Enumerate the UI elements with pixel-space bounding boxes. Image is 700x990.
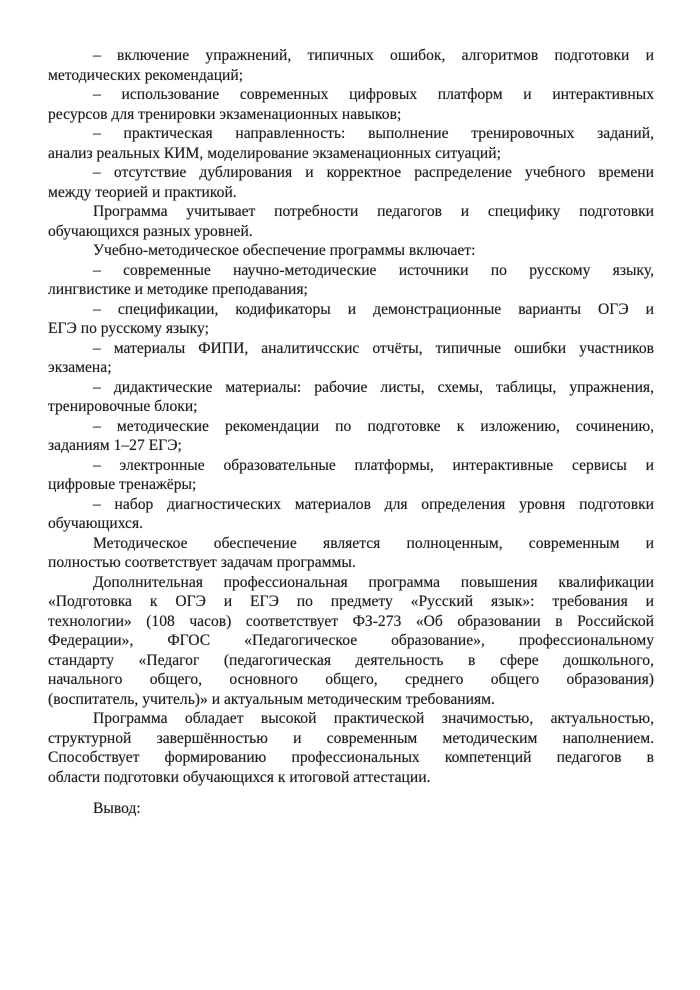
text-line: – практическая направленность: выполнение тренировочных заданий, bbox=[93, 125, 654, 142]
text-line: экзамена; bbox=[48, 359, 112, 376]
paragraph-list-item bbox=[48, 163, 654, 202]
paragraph-body bbox=[48, 573, 654, 710]
text-line: Вывод: bbox=[93, 800, 141, 817]
paragraph-list-item bbox=[48, 378, 654, 417]
text-line: – дидактические материалы: рабочие листы, схемы, таблицы, упражнения, bbox=[93, 378, 654, 396]
text-line: методических рекомендаций; bbox=[48, 66, 244, 84]
text-line: Дополнительная профессиональная программа повышения квалификации bbox=[93, 573, 654, 591]
text-line: технологии» (108 часов) соответствует ФЗ-273 «Об образовании в Российской bbox=[48, 612, 654, 630]
paragraph-conclusion-label bbox=[48, 799, 654, 819]
text-line: – современные научно-методические источники по русскому языку, bbox=[93, 261, 654, 279]
paragraph-list-item bbox=[48, 85, 654, 124]
paragraph-list-item bbox=[48, 339, 654, 378]
text-line: заданиям 1–27 ЕГЭ; bbox=[48, 437, 182, 454]
paragraph-list-item bbox=[48, 300, 654, 339]
text-line: – отсутствие дублирования и корректное распределение учебного времени bbox=[93, 164, 654, 181]
text-line: анализ реальных КИМ, моделирование экзаменационных ситуаций; bbox=[48, 144, 501, 162]
text-line: между теорией и практикой. bbox=[48, 183, 237, 201]
paragraph-body bbox=[48, 241, 654, 261]
paragraph-body bbox=[48, 202, 654, 241]
text-line: ЕГЭ по русскому языку; bbox=[48, 320, 209, 337]
text-line: Методическое обеспечение является полноценным, современным и bbox=[93, 534, 654, 552]
text-line: Программа обладает высокой практической значимостью, актуальностью, bbox=[93, 710, 654, 727]
text-line: Федерации», ФГОС «Педагогическое образование», профессиональному bbox=[48, 632, 654, 649]
text-line: лингвистике и методике преподавания; bbox=[48, 281, 308, 298]
paragraph-list-item bbox=[48, 417, 654, 456]
paragraph-list-item bbox=[48, 456, 654, 495]
text-line: – набор диагностических материалов для определения уровня подготовки bbox=[93, 495, 654, 513]
text-line: – включение упражнений, типичных ошибок, алгоритмов подготовки и bbox=[93, 47, 654, 64]
text-line: начального общего, основного общего, среднего общего образования) bbox=[48, 671, 654, 688]
text-line: обучающихся. bbox=[48, 515, 144, 532]
text-line: тренировочные блоки; bbox=[48, 398, 198, 415]
text-line: Способствует формированию профессиональных компетенций педагогов в bbox=[48, 749, 654, 766]
paragraph-list-item bbox=[48, 261, 654, 300]
paragraph-list-item bbox=[48, 495, 654, 534]
text-line: обучающихся разных уровней. bbox=[48, 222, 253, 240]
text-line: – методические рекомендации по подготовке к изложению, сочинению, bbox=[93, 417, 654, 435]
text-line: структурной завершённостью и современным методическим наполнением. bbox=[48, 729, 654, 747]
text-line: полностью соответствует задачам программы. bbox=[48, 554, 356, 571]
paragraph-list-item bbox=[48, 124, 654, 163]
text-line: – спецификации, кодификаторы и демонстрационные варианты ОГЭ и bbox=[93, 300, 654, 318]
paragraph-list-item bbox=[48, 46, 654, 85]
text-line: «Подготовка к ОГЭ и ЕГЭ по предмету «Русский язык»: требования и bbox=[48, 593, 654, 610]
text-line: (воспитатель, учитель)» и актуальным методическим требованиям. bbox=[48, 690, 495, 708]
text-line: области подготовки обучающихся к итоговой аттестации. bbox=[48, 768, 431, 786]
text-line: стандарту «Педагог (педагогическая деятельность в сфере дошкольного, bbox=[48, 651, 654, 669]
paragraph-body bbox=[48, 709, 654, 787]
text-line: ресурсов для тренировки экзаменационных навыков; bbox=[48, 105, 402, 123]
text-line: – электронные образовательные платформы, интерактивные сервисы и bbox=[93, 456, 654, 474]
text-line: – использование современных цифровых платформ и интерактивных bbox=[93, 86, 654, 103]
text-line: Программа учитывает потребности педагогов и специфику подготовки bbox=[93, 203, 654, 220]
text-line: – материалы ФИПИ, аналитичсскис отчёты, типичные ошибки участников bbox=[93, 339, 654, 357]
paragraph-body bbox=[48, 534, 654, 573]
text-line: цифровые тренажёры; bbox=[48, 476, 197, 493]
text-line: Учебно-методическое обеспечение программы включает: bbox=[93, 242, 476, 259]
